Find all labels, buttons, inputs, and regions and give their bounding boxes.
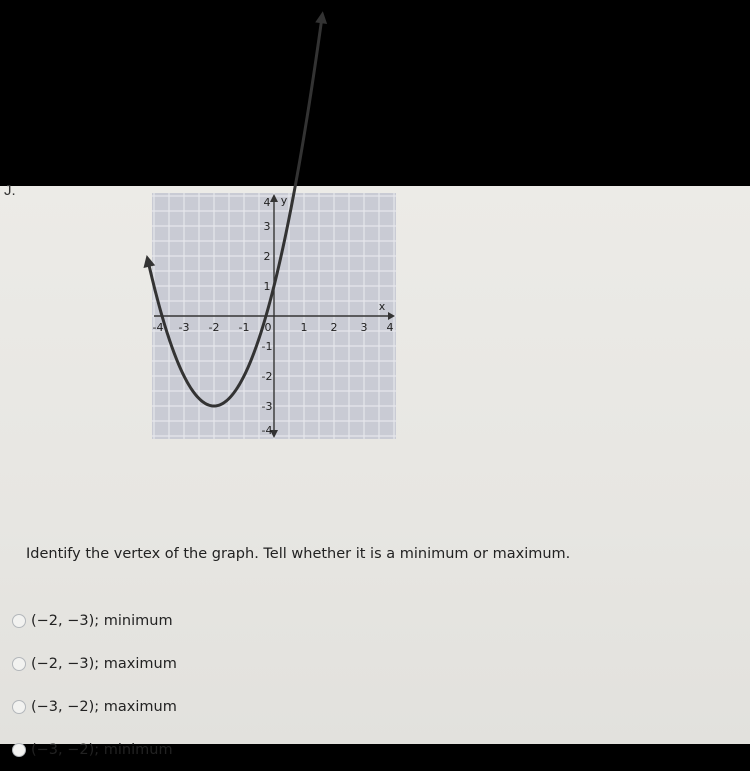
x-tick-label: -4 xyxy=(152,321,164,334)
answer-option-4[interactable] xyxy=(12,728,177,771)
parabola-graph xyxy=(152,193,396,439)
x-tick-label: 1 xyxy=(300,321,308,334)
answer-option-label: (−2, −3); minimum xyxy=(31,612,173,629)
answer-option-label: (−3, −2); minimum xyxy=(31,741,173,758)
y-tick-label: 2 xyxy=(263,250,271,263)
x-tick-label: 3 xyxy=(360,321,368,334)
answer-options xyxy=(12,599,177,771)
answer-option-3[interactable] xyxy=(12,685,177,728)
radio-button[interactable] xyxy=(12,743,26,757)
y-tick-label: 1 xyxy=(263,280,271,293)
x-tick-label: 2 xyxy=(330,321,338,334)
y-tick-label: 4 xyxy=(263,196,271,209)
x-axis-label: x xyxy=(378,300,386,313)
y-tick-label: 3 xyxy=(263,220,271,233)
radio-button[interactable] xyxy=(12,657,26,671)
question-prompt: Identify the vertex of the graph. Tell whether it is a minimum or maximum. xyxy=(26,546,571,562)
x-tick-label: -2 xyxy=(208,321,220,334)
y-tick-label: -4 xyxy=(261,424,273,437)
x-tick-label: -1 xyxy=(238,321,250,334)
answer-option-1[interactable] xyxy=(12,599,177,642)
x-tick-label: 4 xyxy=(386,321,394,334)
question-number: J. xyxy=(4,182,16,199)
answer-option-label: (−3, −2); maximum xyxy=(31,698,177,715)
y-tick-label: -3 xyxy=(261,400,273,413)
origin-label: 0 xyxy=(264,321,272,334)
x-tick-label: -3 xyxy=(178,321,190,334)
y-axis-label: y xyxy=(280,194,288,207)
question-screen xyxy=(0,182,750,758)
answer-option-label: (−2, −3); maximum xyxy=(31,655,177,672)
radio-button[interactable] xyxy=(12,700,26,714)
y-tick-label: -1 xyxy=(261,340,273,353)
curve-arrowhead xyxy=(315,11,327,24)
answer-option-2[interactable] xyxy=(12,642,177,685)
radio-button[interactable] xyxy=(12,614,26,628)
y-tick-label: -2 xyxy=(261,370,273,383)
